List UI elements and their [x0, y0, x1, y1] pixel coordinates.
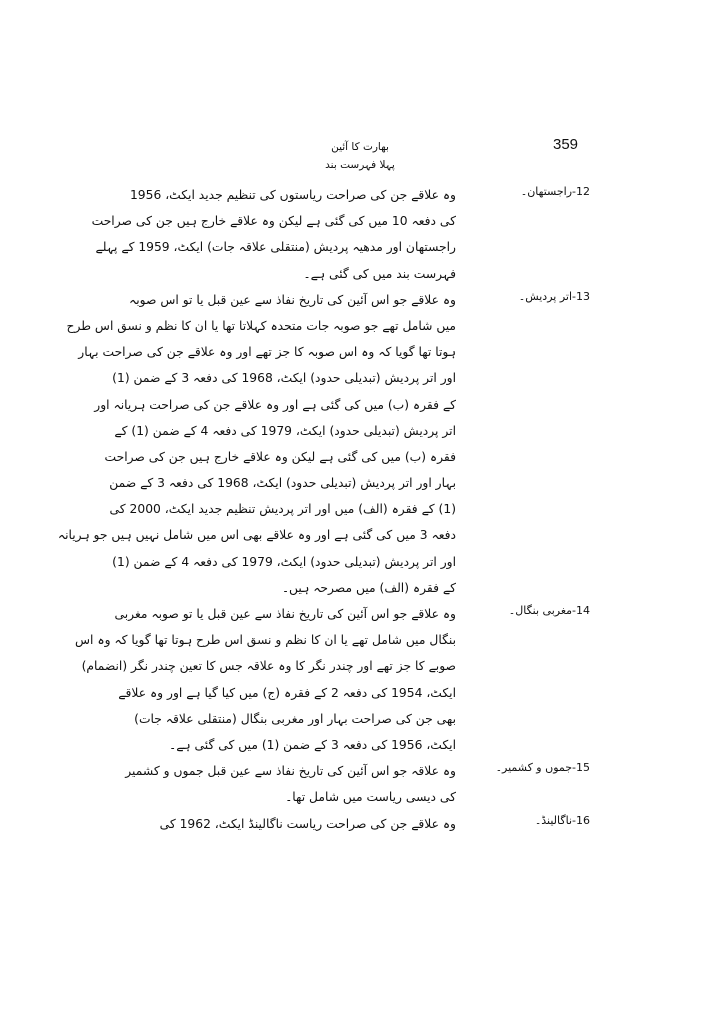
text-line: (1) کے فقرہ (الف) میں اور اتر پردیش تنظیم جدید ایکٹ، 2000 کی — [109, 502, 456, 517]
text-line: وہ علاقے جن کی صراحت ریاستوں کی تنظیم جدید ایکٹ، 1956 — [129, 188, 456, 202]
text-line: ہوتا تھا گویا کہ وہ اس صوبہ کا جز تھے اور وہ علاقے جن کی صراحت بہار — [78, 345, 456, 360]
text-line: وہ علاقے جن کی صراحت ریاست ناگالینڈ ایکٹ، 1962 کی — [159, 816, 456, 831]
entry-text — [57, 287, 456, 601]
schedule-entry — [91, 182, 590, 287]
text-line: کے فقرہ (ب) میں کی گئی ہے اور وہ علاقے جن کی صراحت ہریانہ اور — [94, 397, 456, 412]
text-line: اور اتر پردیش (تبدیلی حدود) ایکٹ، 1979 کی دفعہ 4 کے ضمن (1) — [112, 554, 456, 569]
schedule-entry — [75, 601, 590, 758]
text-line: میں شامل تھے جو صوبہ جات متحدہ کہلاتا تھا یا ان کا نظم و نسق اس طرح — [66, 318, 456, 333]
document-body — [57, 182, 590, 837]
running-header-title: بھارت کا آئین — [331, 141, 389, 153]
text-line: وہ علاقہ جو اس آئین کی تاریخ نفاذ سے عین قبل جموں و کشمیر — [125, 764, 456, 779]
entry-text — [91, 182, 456, 287]
entry-label: 12-راجستھان۔ — [520, 185, 590, 198]
entry-label: 13-اتر پردیش۔ — [518, 289, 590, 303]
text-line: دفعہ 3 میں کی گئی ہے اور وہ علاقے بھی اس میں شامل نہیں ہیں جو ہریانہ — [57, 528, 456, 543]
text-line: فہرست بند میں کی گئی ہے۔ — [303, 266, 456, 281]
running-header-subtitle: پہلا فہرست بند — [325, 159, 395, 171]
entry-text — [150, 811, 456, 837]
text-line: کی دفعہ 10 میں کی گئی ہے لیکن وہ علاقے خارج ہیں جن کی صراحت — [91, 214, 456, 229]
page-number: 359 — [553, 136, 579, 153]
entry-text — [125, 758, 456, 810]
text-line: وہ علاقے جو اس آئین کی تاریخ نفاذ سے عین قبل یا تو صوبہ مغربی — [114, 607, 456, 621]
text-line: صوبے کا جز تھے اور چندر نگر کا وہ علاقہ جس کا تعین چندر نگر (انضمام) — [81, 659, 456, 674]
text-line: ایکٹ، 1954 کی دفعہ 2 کے فقرہ (ج) میں کیا گیا ہے اور وہ علاقے — [118, 685, 456, 700]
text-line: کی دیسی ریاست میں شامل تھا۔ — [285, 790, 456, 805]
schedule-entry — [57, 287, 590, 601]
text-line: بہار اور اتر پردیش (تبدیلی حدود) ایکٹ، 1968 کی دفعہ 3 کے ضمن — [109, 476, 456, 491]
text-line: ایکٹ، 1956 کی دفعہ 3 کے ضمن (1) میں کی گئی ہے۔ — [169, 737, 456, 752]
entry-text — [75, 601, 456, 758]
entry-label: 16-ناگالینڈ۔ — [534, 813, 590, 827]
text-line: کے فقرہ (الف) میں مصرحہ ہیں۔ — [281, 580, 456, 595]
text-line: بنگال میں شامل تھے یا ان کا نظم و نسق اس طرح ہوتا تھا گویا کہ وہ اس — [75, 633, 456, 648]
text-line: راجستھان اور مدھیہ پردیش (منتقلی علاقہ جات) ایکٹ، 1959 کے پہلے — [95, 240, 456, 255]
text-line: اور اتر پردیش (تبدیلی حدود) ایکٹ، 1968 کی دفعہ 3 کے ضمن (1) — [112, 371, 456, 386]
schedule-entry — [150, 811, 590, 837]
entry-label: 15-جموں و کشمیر۔ — [495, 761, 590, 775]
entry-label: 14-مغربی بنگال۔ — [508, 604, 590, 617]
text-line: اتر پردیش (تبدیلی حدود) ایکٹ، 1979 کی دفعہ 4 کے ضمن (1) کے — [114, 423, 456, 438]
text-line: فقرہ (ب) میں کی گئی ہے لیکن وہ علاقے خارج ہیں جن کی صراحت — [104, 449, 456, 464]
text-line: وہ علاقے جو اس آئین کی تاریخ نفاذ سے عین قبل یا تو اس صوبہ — [129, 292, 456, 307]
schedule-entry — [125, 758, 590, 810]
text-line: بھی جن کی صراحت بہار اور مغربی بنگال (منتقلی علاقہ جات) — [134, 711, 456, 726]
